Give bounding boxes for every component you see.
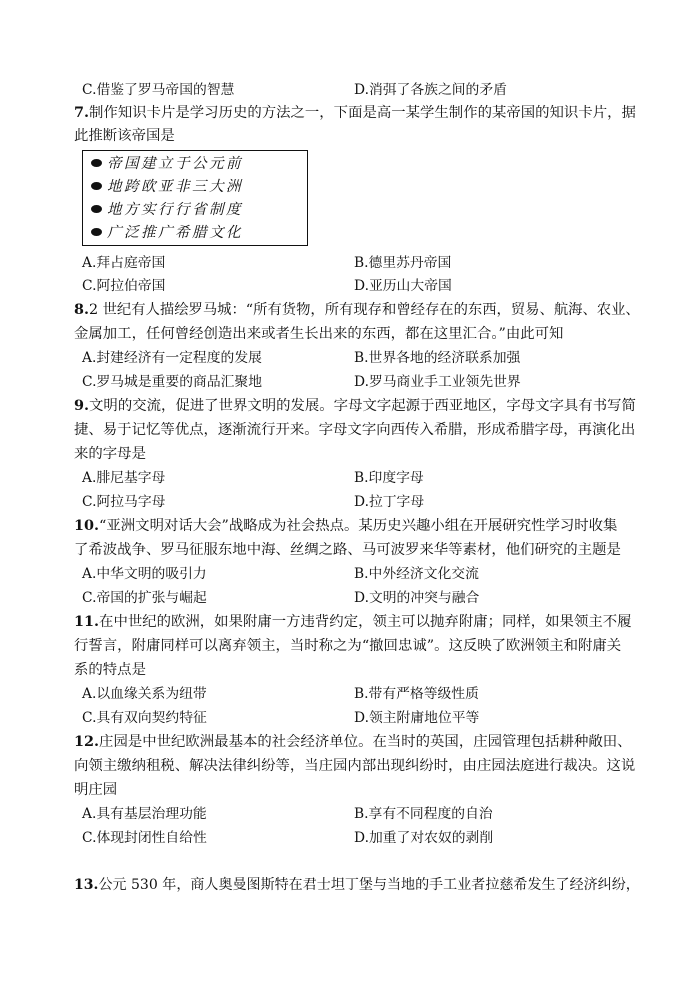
q7-option-b: B.德里苏丹帝国 (354, 255, 452, 271)
bullet-icon (91, 159, 102, 167)
q7-stem-line-2: 此推断该帝国是 (74, 128, 175, 144)
q11-option-d: D.领主附庸地位平等 (354, 710, 480, 726)
q6-option-c: C.借鉴了罗马帝国的智慧 (82, 82, 235, 98)
q7-option-d: D.亚历山大帝国 (354, 278, 452, 294)
knowledge-card-item-2 (91, 177, 243, 197)
q11-option-c: C.具有双向契约特征 (82, 710, 207, 726)
q7-option-a: A.拜占庭帝国 (82, 255, 166, 271)
q9-stem-line-3: 来的字母是 (74, 446, 146, 462)
q7-option-c: C.阿拉伯帝国 (82, 278, 166, 294)
knowledge-card (82, 150, 308, 246)
q12-stem-line-3: 明庄园 (74, 782, 118, 798)
q12-number: 12. (74, 733, 100, 750)
bullet-icon (91, 182, 102, 190)
q7-stem-line-1 (74, 103, 636, 123)
q10-option-a: A.中华文明的吸引力 (82, 566, 207, 582)
q9-option-b: B.印度字母 (354, 470, 424, 486)
q11-option-b: B.带有严格等级性质 (354, 686, 479, 702)
q8-option-d: D.罗马商业手工业领先世界 (354, 374, 521, 390)
q11-stem-line-1 (74, 612, 632, 632)
q8-stem-line-1 (74, 300, 640, 320)
q13-number: 13. (74, 876, 99, 893)
knowledge-card-text-4: 广泛推广希腊文化 (107, 224, 243, 241)
q11-stem-text-1: 在中世纪的欧洲，如果附庸一方违背约定，领主可以抛弃附庸；同样，如果领主不履 (99, 614, 632, 630)
q10-option-d: D.文明的冲突与融合 (354, 590, 480, 606)
q12-option-c: C.体现封闭性自给性 (82, 830, 207, 846)
q10-stem-line-2: 了希波战争、罗马征服东地中海、丝绸之路、马可波罗来华等素材，他们研究的主题是 (74, 542, 621, 558)
q12-stem-line-1 (74, 732, 632, 752)
q10-stem-line-1 (74, 516, 617, 536)
q11-stem-line-3: 系的特点是 (74, 662, 146, 678)
q12-option-a: A.具有基层治理功能 (82, 806, 207, 822)
q7-stem-text-1: 制作知识卡片是学习历史的方法之一，下面是高一某学生制作的某帝国的知识卡片，据 (89, 105, 636, 121)
knowledge-card-item-1 (91, 154, 243, 174)
knowledge-card-text-2: 地跨欧亚非三大洲 (107, 178, 243, 195)
q12-option-b: B.享有不同程度的自治 (354, 806, 493, 822)
q10-stem-text-1: “亚洲文明对话大会”战略成为社会热点。某历史兴趣小组在开展研究性学习时收集 (99, 518, 618, 534)
q8-stem-line-2: 金属加工，任何曾经创造出来或者生长出来的东西，都在这里汇合。”由此可知 (74, 326, 564, 342)
q9-option-d: D.拉丁字母 (354, 494, 425, 510)
q6-option-d: D.消弭了各族之间的矛盾 (354, 82, 507, 98)
q12-stem-line-2: 向领主缴纳租税、解决法律纠纷等，当庄园内部出现纠纷时，由庄园法庭进行裁决。这说 (74, 758, 636, 774)
q10-option-c: C.帝国的扩张与崛起 (82, 590, 207, 606)
q13-stem-text-1: 公元 530 年，商人奥曼图斯特在君士坦丁堡与当地的手工业者拉慈希发生了经济纠纷， (98, 877, 640, 893)
q13-stem-line-1 (74, 875, 640, 895)
q9-option-a: A.腓尼基字母 (82, 470, 166, 486)
q8-stem-text-1: 2 世纪有人描绘罗马城：“所有货物，所有现存和曾经存在的东西，贸易、航海、农业、 (88, 302, 640, 318)
q8-option-c: C.罗马城是重要的商品汇聚地 (82, 374, 263, 390)
q8-number: 8. (74, 301, 89, 318)
q7-number: 7. (74, 104, 90, 121)
knowledge-card-text-1: 帝国建立于公元前 (107, 155, 243, 172)
q11-stem-line-2: 行誓言，附庸同样可以离弃领主，当时称之为“撤回忠诚”。这反映了欧洲领主和附庸关 (74, 638, 622, 654)
q12-option-d: D.加重了对农奴的剥削 (354, 830, 494, 846)
bullet-icon (91, 205, 102, 213)
q9-number: 9. (74, 397, 90, 414)
q11-option-a: A.以血缘关系为纽带 (82, 686, 207, 702)
q9-stem-line-1 (74, 396, 636, 416)
q10-number: 10. (74, 517, 100, 534)
q8-option-a: A.封建经济有一定程度的发展 (82, 350, 262, 366)
knowledge-card-item-4 (91, 223, 243, 243)
q9-stem-text-1: 文明的交流，促进了世界文明的发展。字母文字起源于西亚地区，字母文字具有书写简 (89, 398, 636, 414)
q9-stem-line-2: 捷、易于记忆等优点，逐渐流行开来。字母文字向西传入希腊，形成希腊字母，再演化出 (74, 422, 636, 438)
bullet-icon (91, 228, 102, 236)
knowledge-card-item-3 (91, 200, 243, 220)
q9-option-c: C.阿拉马字母 (82, 494, 166, 510)
q10-option-b: B.中外经济文化交流 (354, 566, 479, 582)
q12-stem-text-1: 庄园是中世纪欧洲最基本的社会经济单位。在当时的英国，庄园管理包括耕种敞田、 (99, 734, 632, 750)
knowledge-card-text-3: 地方实行行省制度 (107, 201, 243, 218)
q8-option-b: B.世界各地的经济联系加强 (354, 350, 521, 366)
q11-number: 11. (74, 613, 100, 630)
